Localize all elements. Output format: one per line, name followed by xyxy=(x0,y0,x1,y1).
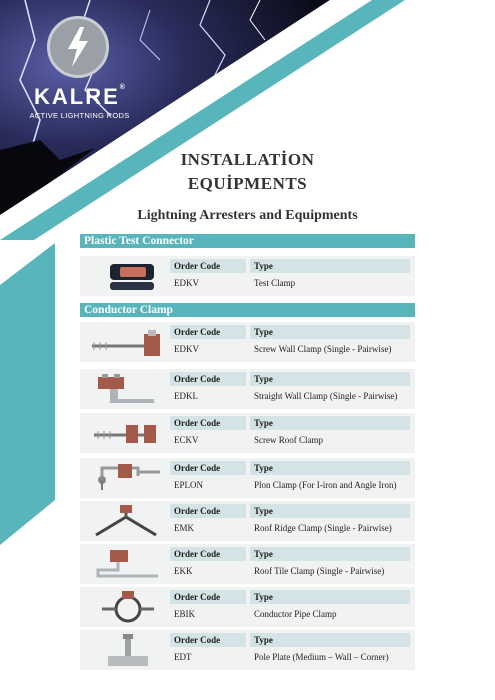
plon-clamp-image xyxy=(88,460,168,496)
roof-ridge-clamp-image xyxy=(88,503,168,539)
pole-plate-image xyxy=(88,632,168,668)
lightning-bolt-icon xyxy=(47,16,109,78)
section-header: Conductor Clamp xyxy=(80,303,415,317)
order-code-value: EDKV xyxy=(174,344,199,354)
type-value: Straight Wall Clamp (Single - Pairwise) xyxy=(254,391,398,401)
order-code-label: Order Code xyxy=(170,547,246,561)
type-value: Plon Clamp (For I-iron and Angle Iron) xyxy=(254,480,397,490)
order-code-value: EDKL xyxy=(174,391,198,401)
product-row xyxy=(80,369,415,409)
section-header: Plastic Test Connector xyxy=(80,234,415,248)
order-code-value: ECKV xyxy=(174,435,199,445)
brand-logo xyxy=(22,14,137,122)
type-label: Type xyxy=(250,325,410,339)
roof-tile-clamp-image xyxy=(88,546,168,582)
type-value: Pole Plate (Medium – Wall – Corner) xyxy=(254,652,389,662)
order-code-label: Order Code xyxy=(170,259,246,273)
order-code-value: EBIK xyxy=(174,609,195,619)
page-subtitle: Lightning Arresters and Equipments xyxy=(137,208,358,223)
order-code-value: EDT xyxy=(174,652,192,662)
type-label: Type xyxy=(250,547,410,561)
type-label: Type xyxy=(250,372,410,386)
order-code-label: Order Code xyxy=(170,325,246,339)
type-value: Screw Roof Clamp xyxy=(254,435,323,445)
brand-name: KALRE® xyxy=(34,84,125,109)
order-code-label: Order Code xyxy=(170,461,246,475)
product-row xyxy=(80,501,415,541)
order-code-label: Order Code xyxy=(170,590,246,604)
conductor-pipe-clamp-image xyxy=(88,589,168,625)
order-code-label: Order Code xyxy=(170,633,246,647)
screw-roof-clamp-image xyxy=(88,415,168,451)
type-value: Screw Wall Clamp (Single - Pairwise) xyxy=(254,344,392,354)
product-row xyxy=(80,256,415,296)
test-clamp-image xyxy=(88,258,168,294)
order-code-value: EMK xyxy=(174,523,194,533)
order-code-value: EDKV xyxy=(174,278,199,288)
screw-wall-clamp-image xyxy=(88,324,168,360)
type-label: Type xyxy=(250,259,410,273)
product-row xyxy=(80,322,415,362)
order-code-label: Order Code xyxy=(170,372,246,386)
type-label: Type xyxy=(250,590,410,604)
type-value: Roof Tile Clamp (Single - Pairwise) xyxy=(254,566,385,576)
type-label: Type xyxy=(250,416,410,430)
product-row xyxy=(80,587,415,627)
type-label: Type xyxy=(250,504,410,518)
straight-wall-clamp-image xyxy=(88,371,168,407)
order-code-label: Order Code xyxy=(170,416,246,430)
page-title-line2: EQUİPMENTS xyxy=(187,174,308,193)
type-label: Type xyxy=(250,461,410,475)
type-value: Conductor Pipe Clamp xyxy=(254,609,337,619)
order-code-label: Order Code xyxy=(170,504,246,518)
order-code-value: EKK xyxy=(174,566,193,576)
type-value: Test Clamp xyxy=(254,278,296,288)
product-row xyxy=(80,544,415,584)
type-label: Type xyxy=(250,633,410,647)
product-row xyxy=(80,458,415,498)
brand-tagline: ACTIVE LIGHTNING RODS xyxy=(29,111,130,120)
page-title-line1: INSTALLATİON xyxy=(180,150,315,169)
product-row xyxy=(80,413,415,453)
type-value: Roof Ridge Clamp (Single - Pairwise) xyxy=(254,523,392,533)
product-row xyxy=(80,630,415,670)
order-code-value: EPLON xyxy=(174,480,203,490)
